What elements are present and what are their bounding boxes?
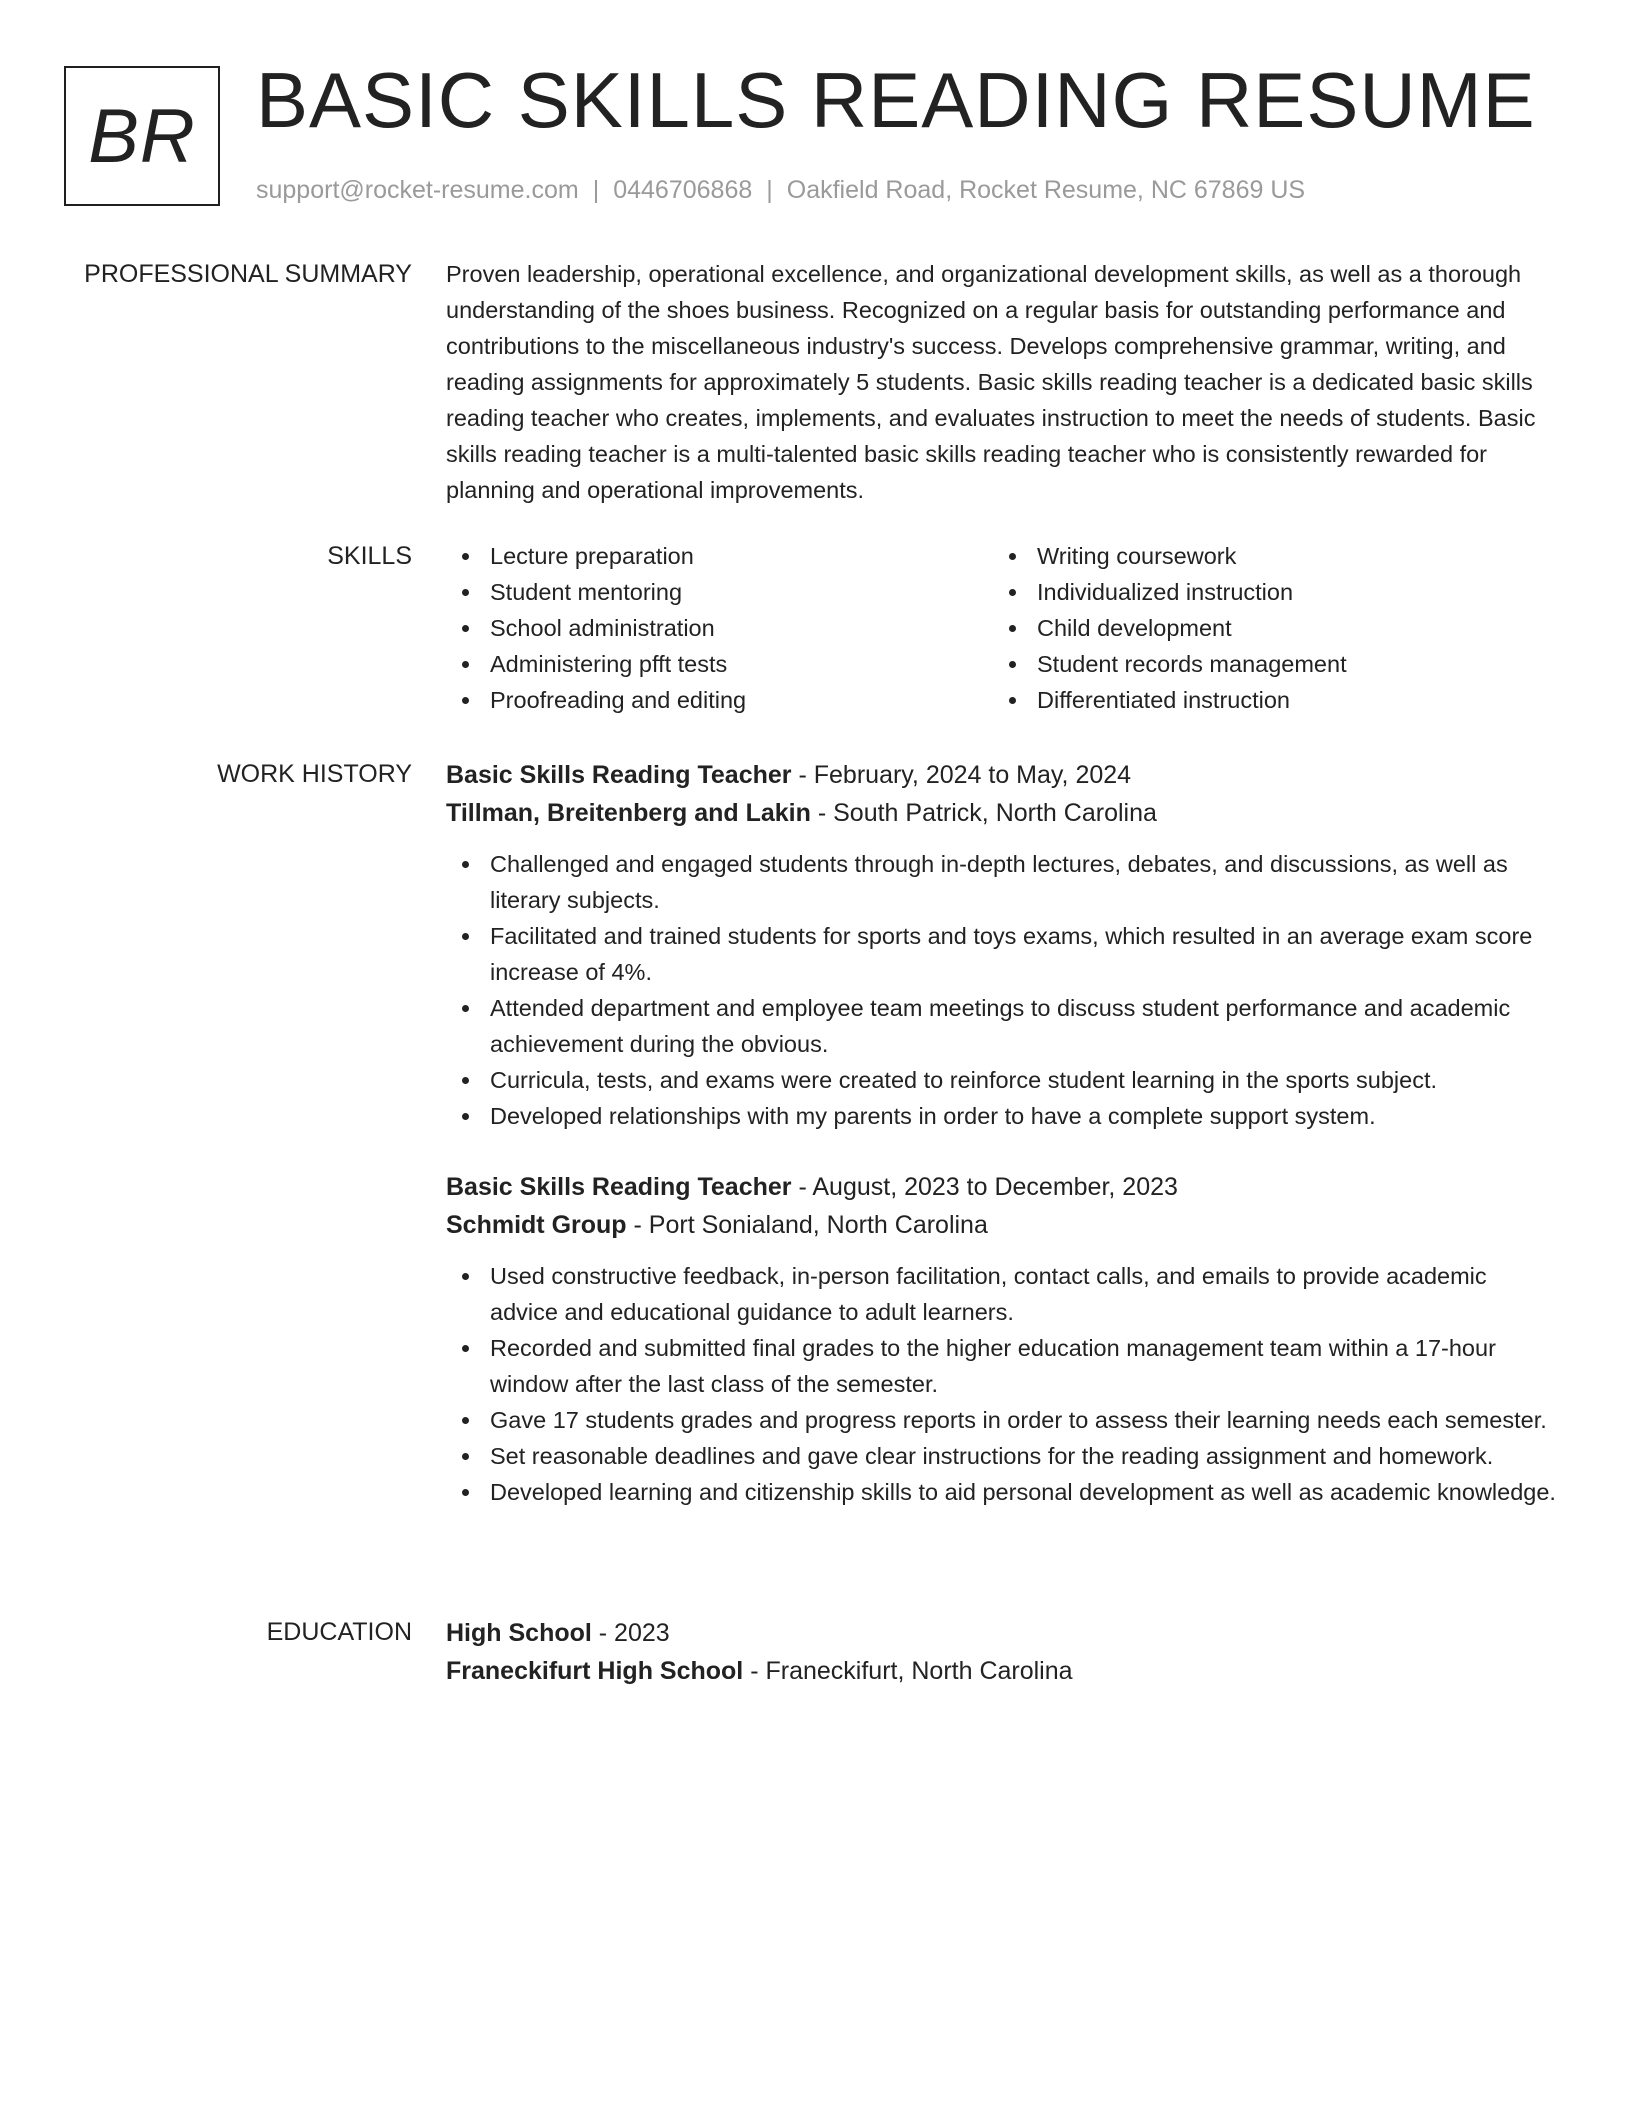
job-bullet: Developed learning and citizenship skills to aid personal development as well as academic knowledge. — [490, 1474, 1556, 1510]
skill-item: Writing coursework — [1037, 538, 1540, 574]
job-entry — [446, 1168, 1556, 1510]
section-heading-summary: PROFESSIONAL SUMMARY — [84, 260, 412, 288]
job-bullet: Challenged and engaged students through in-depth lectures, debates, and discussions, as well as literary subjects. — [490, 846, 1556, 918]
skills-column-right — [993, 538, 1540, 718]
job-bullets — [446, 1258, 1556, 1510]
summary-text: Proven leadership, operational excellence, and organizational development skills, as well as a thorough understanding of the shoes business. Recognized on a regular basis for outstanding performance and contributions to the miscellaneous industry's success. Develops comprehensive grammar, writing, and reading assignments for approximately 5 students. Basic skills reading teacher is a dedicated basic skills reading teacher who creates, implements, and evaluates instruction to meet the needs of students. Basic skills reading teacher is a multi-talented basic skills reading teacher who is consistently rewarded for planning and operational improvements. — [446, 261, 1536, 503]
contact-separator: | — [592, 176, 600, 204]
job-bullet: Curricula, tests, and exams were created to reinforce student learning in the sports subject. — [490, 1062, 1556, 1098]
job-title-line — [446, 1168, 1556, 1206]
contact-phone: 0446706868 — [613, 176, 753, 204]
job-company-line — [446, 794, 1556, 832]
job-entry — [446, 756, 1556, 1134]
skill-item: Student mentoring — [490, 574, 993, 610]
section-heading-education: EDUCATION — [266, 1618, 412, 1646]
skill-item: School administration — [490, 610, 993, 646]
job-bullet: Recorded and submitted final grades to the higher education management team within a 17-hour window after the last class of the semester. — [490, 1330, 1556, 1402]
summary-body — [446, 256, 1556, 508]
job-title: Basic Skills Reading Teacher — [446, 1173, 792, 1201]
job-bullet: Set reasonable deadlines and gave clear instructions for the reading assignment and homework. — [490, 1438, 1556, 1474]
skills-grid — [446, 538, 1556, 718]
monogram-logo: BR — [64, 66, 220, 206]
skills-column-left — [446, 538, 993, 718]
job-bullet: Facilitated and trained students for sports and toys exams, which resulted in an average exam score increase of 4%. — [490, 918, 1556, 990]
job-company-line — [446, 1206, 1556, 1244]
education-degree-line — [446, 1614, 1556, 1652]
skill-item: Student records management — [1037, 646, 1540, 682]
contact-separator: | — [766, 176, 773, 204]
job-dates: - August, 2023 to December, 2023 — [798, 1173, 1178, 1201]
job-bullet: Gave 17 students grades and progress reports in order to assess their learning needs each semester. — [490, 1402, 1556, 1438]
job-location: - Port Sonialand, North Carolina — [633, 1211, 988, 1239]
work-history-body — [446, 1168, 1556, 1510]
job-dates: - February, 2024 to May, 2024 — [798, 761, 1132, 789]
skill-item: Individualized instruction — [1037, 574, 1540, 610]
skill-item: Differentiated instruction — [1037, 682, 1540, 718]
education-school-line — [446, 1652, 1556, 1690]
job-company: Tillman, Breitenberg and Lakin — [446, 799, 811, 827]
work-history-body — [446, 756, 1556, 1134]
education-body — [446, 1614, 1556, 1690]
job-title: Basic Skills Reading Teacher — [446, 761, 792, 789]
job-bullets — [446, 846, 1556, 1134]
job-location: - South Patrick, North Carolina — [817, 799, 1157, 827]
section-heading-work-history: WORK HISTORY — [217, 760, 412, 788]
skill-item: Child development — [1037, 610, 1540, 646]
contact-line — [256, 172, 1305, 208]
section-heading-skills: SKILLS — [327, 542, 412, 570]
job-bullet: Used constructive feedback, in-person facilitation, contact calls, and emails to provide academic advice and educational guidance to adult learners. — [490, 1258, 1556, 1330]
job-title-line — [446, 756, 1556, 794]
job-bullet: Attended department and employee team meetings to discuss student performance and academic achievement during the obvious. — [490, 990, 1556, 1062]
skill-item: Proofreading and editing — [490, 682, 993, 718]
skill-item: Administering pfft tests — [490, 646, 993, 682]
education-year: - 2023 — [598, 1619, 670, 1647]
education-degree: High School — [446, 1619, 592, 1647]
job-company: Schmidt Group — [446, 1211, 627, 1239]
resume-title: BASIC SKILLS READING RESUME — [256, 56, 1536, 144]
skills-body — [446, 538, 1556, 718]
education-location: - Franeckifurt, North Carolina — [750, 1657, 1073, 1685]
education-school: Franeckifurt High School — [446, 1657, 744, 1685]
skill-item: Lecture preparation — [490, 538, 993, 574]
contact-address: Oakfield Road, Rocket Resume, NC 67869 US — [786, 176, 1306, 204]
contact-email: support@rocket-resume.com — [256, 176, 579, 204]
job-bullet: Developed relationships with my parents in order to have a complete support system. — [490, 1098, 1556, 1134]
